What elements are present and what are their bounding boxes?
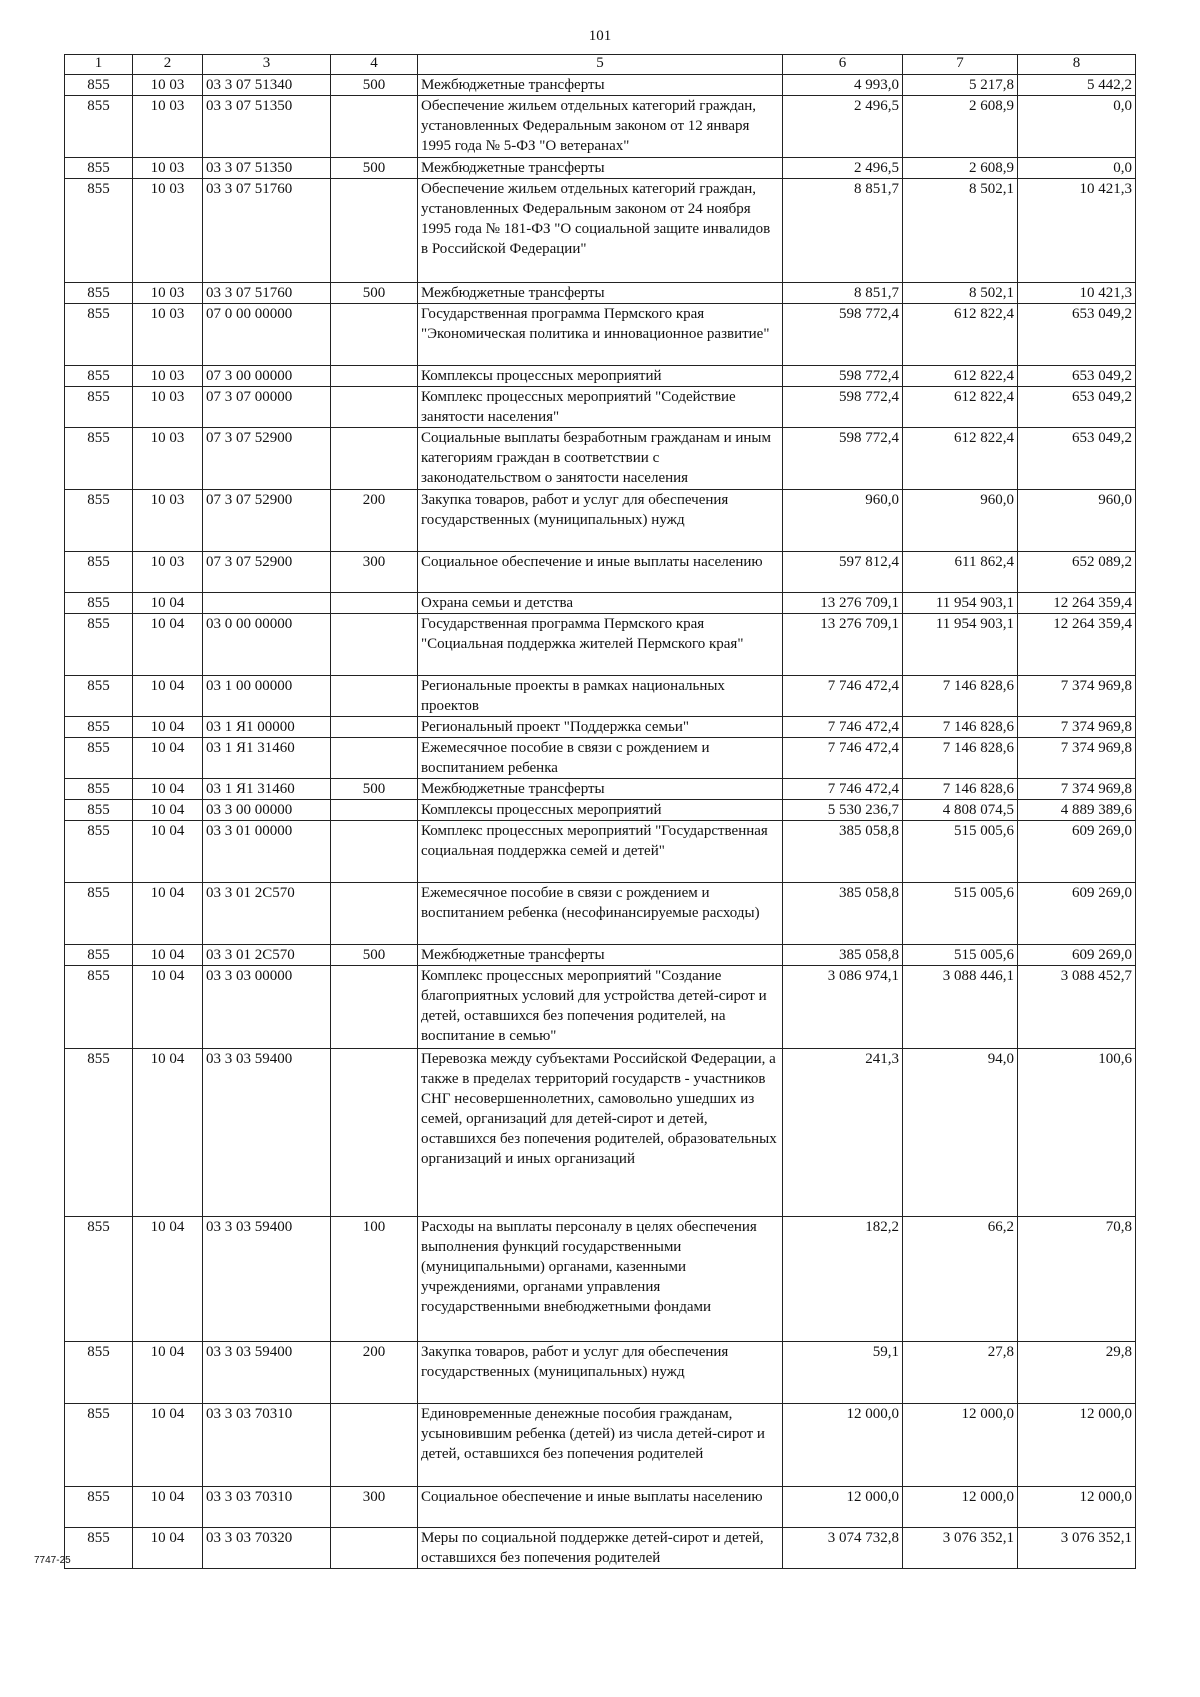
table-cell-c6: 385 058,8 xyxy=(783,821,903,883)
table-cell-c8: 70,8 xyxy=(1018,1217,1136,1342)
table-cell-c7: 27,8 xyxy=(903,1342,1018,1404)
table-cell-c2: 10 04 xyxy=(133,717,203,738)
column-header: 5 xyxy=(418,55,783,75)
table-row xyxy=(65,593,1136,614)
table-row xyxy=(65,304,1136,366)
table-cell-c6: 7 746 472,4 xyxy=(783,676,903,717)
table-cell-c3: 03 0 00 00000 xyxy=(203,614,331,676)
table-cell-c2: 10 04 xyxy=(133,1528,203,1569)
table-cell-c4: 500 xyxy=(331,283,418,304)
table-cell-c5: Единовременные денежные пособия гражданам, усыновившим ребенка (детей) из числа детей-сирот и детей, оставшихся без попечения родителей xyxy=(418,1404,783,1487)
table-cell-c7: 7 146 828,6 xyxy=(903,676,1018,717)
table-cell-c8: 960,0 xyxy=(1018,490,1136,552)
table-cell-c3: 03 3 01 00000 xyxy=(203,821,331,883)
table-cell-c5: Региональный проект "Поддержка семьи" xyxy=(418,717,783,738)
table-cell-c6: 598 772,4 xyxy=(783,428,903,490)
table-cell-c1: 855 xyxy=(65,966,133,1049)
column-header: 3 xyxy=(203,55,331,75)
table-cell-c1: 855 xyxy=(65,1528,133,1569)
table-cell-c6: 13 276 709,1 xyxy=(783,593,903,614)
table-cell-c3: 07 3 07 52900 xyxy=(203,552,331,593)
table-row xyxy=(65,283,1136,304)
table-cell-c5: Ежемесячное пособие в связи с рождением и воспитанием ребенка (несофинансируемые расходы) xyxy=(418,883,783,945)
table-cell-c7: 612 822,4 xyxy=(903,366,1018,387)
table-cell-c1: 855 xyxy=(65,552,133,593)
table-row xyxy=(65,1528,1136,1569)
table-cell-c1: 855 xyxy=(65,614,133,676)
table-cell-c1: 855 xyxy=(65,800,133,821)
table-cell-c1: 855 xyxy=(65,945,133,966)
table-cell-c7: 515 005,6 xyxy=(903,883,1018,945)
table-cell-c3: 03 1 Я1 00000 xyxy=(203,717,331,738)
table-cell-c6: 8 851,7 xyxy=(783,283,903,304)
table-cell-c6: 7 746 472,4 xyxy=(783,779,903,800)
table-cell-c5: Социальное обеспечение и иные выплаты населению xyxy=(418,552,783,593)
table-cell-c7: 7 146 828,6 xyxy=(903,779,1018,800)
table-cell-c3: 03 3 01 2С570 xyxy=(203,883,331,945)
table-row xyxy=(65,1217,1136,1342)
table-cell-c8: 12 000,0 xyxy=(1018,1487,1136,1528)
table-cell-c4: 500 xyxy=(331,779,418,800)
table-cell-c1: 855 xyxy=(65,387,133,428)
table-cell-c4 xyxy=(331,614,418,676)
table-cell-c3: 07 0 00 00000 xyxy=(203,304,331,366)
table-cell-c2: 10 03 xyxy=(133,283,203,304)
table-cell-c4: 200 xyxy=(331,490,418,552)
table-cell-c2: 10 04 xyxy=(133,614,203,676)
table-cell-c1: 855 xyxy=(65,1217,133,1342)
table-cell-c2: 10 04 xyxy=(133,883,203,945)
table-cell-c7: 2 608,9 xyxy=(903,158,1018,179)
table-row xyxy=(65,676,1136,717)
table-row xyxy=(65,1487,1136,1528)
table-cell-c1: 855 xyxy=(65,821,133,883)
table-body xyxy=(65,75,1136,1569)
table-cell-c1: 855 xyxy=(65,1049,133,1217)
table-cell-c3: 03 1 Я1 31460 xyxy=(203,779,331,800)
table-cell-c6: 385 058,8 xyxy=(783,945,903,966)
table-cell-c8: 653 049,2 xyxy=(1018,387,1136,428)
table-cell-c8: 653 049,2 xyxy=(1018,366,1136,387)
table-cell-c8: 10 421,3 xyxy=(1018,179,1136,283)
table-row xyxy=(65,75,1136,96)
table-cell-c1: 855 xyxy=(65,738,133,779)
table-cell-c2: 10 04 xyxy=(133,945,203,966)
table-cell-c3: 03 1 00 00000 xyxy=(203,676,331,717)
table-cell-c7: 2 608,9 xyxy=(903,96,1018,158)
table-cell-c6: 597 812,4 xyxy=(783,552,903,593)
table-cell-c5: Социальное обеспечение и иные выплаты населению xyxy=(418,1487,783,1528)
table-cell-c4 xyxy=(331,1404,418,1487)
table-cell-c4 xyxy=(331,366,418,387)
table-cell-c3 xyxy=(203,593,331,614)
table-cell-c2: 10 04 xyxy=(133,821,203,883)
table-cell-c5: Охрана семьи и детства xyxy=(418,593,783,614)
table-cell-c7: 12 000,0 xyxy=(903,1487,1018,1528)
table-cell-c7: 3 076 352,1 xyxy=(903,1528,1018,1569)
table-cell-c1: 855 xyxy=(65,96,133,158)
table-cell-c6: 182,2 xyxy=(783,1217,903,1342)
table-cell-c2: 10 04 xyxy=(133,779,203,800)
table-cell-c6: 3 086 974,1 xyxy=(783,966,903,1049)
table-cell-c2: 10 03 xyxy=(133,387,203,428)
table-cell-c2: 10 03 xyxy=(133,366,203,387)
table-cell-c6: 5 530 236,7 xyxy=(783,800,903,821)
table-cell-c4 xyxy=(331,738,418,779)
table-cell-c8: 609 269,0 xyxy=(1018,883,1136,945)
table-cell-c6: 12 000,0 xyxy=(783,1404,903,1487)
table-cell-c7: 612 822,4 xyxy=(903,304,1018,366)
table-row xyxy=(65,614,1136,676)
table-cell-c7: 11 954 903,1 xyxy=(903,593,1018,614)
table-cell-c7: 3 088 446,1 xyxy=(903,966,1018,1049)
table-cell-c5: Перевозка между субъектами Российской Федерации, а также в пределах территорий государств - участников СНГ несовершеннолетних, самовольно ушедших из семей, организаций для детей-сирот и детей, оставшихся без попечения родителей, образовательных организаций и иных организаций xyxy=(418,1049,783,1217)
table-row xyxy=(65,821,1136,883)
table-cell-c5: Обеспечение жильем отдельных категорий граждан, установленных Федеральным законом от 12 января 1995 года № 5-ФЗ "О ветеранах" xyxy=(418,96,783,158)
table-cell-c6: 3 074 732,8 xyxy=(783,1528,903,1569)
table-row xyxy=(65,800,1136,821)
table-cell-c1: 855 xyxy=(65,593,133,614)
table-cell-c4 xyxy=(331,179,418,283)
table-cell-c3: 03 3 07 51350 xyxy=(203,158,331,179)
table-cell-c7: 612 822,4 xyxy=(903,387,1018,428)
table-row xyxy=(65,717,1136,738)
table-cell-c4: 200 xyxy=(331,1342,418,1404)
table-cell-c4: 500 xyxy=(331,158,418,179)
table-cell-c1: 855 xyxy=(65,1487,133,1528)
table-cell-c4 xyxy=(331,387,418,428)
table-cell-c2: 10 04 xyxy=(133,1217,203,1342)
table-cell-c6: 13 276 709,1 xyxy=(783,614,903,676)
table-cell-c3: 03 3 00 00000 xyxy=(203,800,331,821)
table-cell-c8: 12 000,0 xyxy=(1018,1404,1136,1487)
table-cell-c1: 855 xyxy=(65,1342,133,1404)
table-cell-c5: Межбюджетные трансферты xyxy=(418,779,783,800)
table-cell-c3: 03 3 07 51760 xyxy=(203,179,331,283)
table-cell-c6: 960,0 xyxy=(783,490,903,552)
table-row xyxy=(65,490,1136,552)
table-cell-c8: 7 374 969,8 xyxy=(1018,779,1136,800)
table-cell-c4: 300 xyxy=(331,1487,418,1528)
table-cell-c1: 855 xyxy=(65,283,133,304)
table-cell-c4 xyxy=(331,304,418,366)
column-header: 1 xyxy=(65,55,133,75)
table-cell-c4 xyxy=(331,428,418,490)
table-row xyxy=(65,1049,1136,1217)
table-row xyxy=(65,779,1136,800)
table-cell-c5: Комплексы процессных мероприятий xyxy=(418,366,783,387)
table-cell-c7: 611 862,4 xyxy=(903,552,1018,593)
table-cell-c7: 4 808 074,5 xyxy=(903,800,1018,821)
table-cell-c2: 10 04 xyxy=(133,1487,203,1528)
table-cell-c6: 7 746 472,4 xyxy=(783,738,903,779)
table-cell-c8: 3 076 352,1 xyxy=(1018,1528,1136,1569)
table-cell-c7: 8 502,1 xyxy=(903,179,1018,283)
table-cell-c8: 653 049,2 xyxy=(1018,428,1136,490)
table-row xyxy=(65,387,1136,428)
table-cell-c6: 4 993,0 xyxy=(783,75,903,96)
table-cell-c1: 855 xyxy=(65,490,133,552)
column-header: 2 xyxy=(133,55,203,75)
table-cell-c2: 10 04 xyxy=(133,1404,203,1487)
table-cell-c2: 10 04 xyxy=(133,738,203,779)
table-cell-c8: 4 889 389,6 xyxy=(1018,800,1136,821)
table-cell-c1: 855 xyxy=(65,1404,133,1487)
column-header: 8 xyxy=(1018,55,1136,75)
table-cell-c3: 03 3 03 59400 xyxy=(203,1217,331,1342)
table-row xyxy=(65,179,1136,283)
table-cell-c2: 10 03 xyxy=(133,96,203,158)
table-cell-c7: 66,2 xyxy=(903,1217,1018,1342)
table-cell-c5: Региональные проекты в рамках национальных проектов xyxy=(418,676,783,717)
table-cell-c3: 03 3 03 70310 xyxy=(203,1487,331,1528)
table-cell-c5: Межбюджетные трансферты xyxy=(418,158,783,179)
column-header: 4 xyxy=(331,55,418,75)
table-cell-c3: 07 3 07 52900 xyxy=(203,428,331,490)
table-cell-c5: Комплекс процессных мероприятий "Создание благоприятных условий для устройства детей-сирот и детей, оставшихся без попечения родителей, на воспитание в семью" xyxy=(418,966,783,1049)
footer-code: 7747-25 xyxy=(34,1555,71,1566)
table-cell-c2: 10 03 xyxy=(133,179,203,283)
table-cell-c2: 10 04 xyxy=(133,593,203,614)
table-cell-c7: 94,0 xyxy=(903,1049,1018,1217)
table-cell-c4 xyxy=(331,593,418,614)
table-cell-c1: 855 xyxy=(65,304,133,366)
column-header: 7 xyxy=(903,55,1018,75)
table-cell-c2: 10 04 xyxy=(133,1049,203,1217)
table-row xyxy=(65,158,1136,179)
table-cell-c5: Комплексы процессных мероприятий xyxy=(418,800,783,821)
table-cell-c8: 5 442,2 xyxy=(1018,75,1136,96)
table-cell-c5: Межбюджетные трансферты xyxy=(418,75,783,96)
column-header: 6 xyxy=(783,55,903,75)
budget-table xyxy=(64,54,1136,1569)
table-cell-c5: Ежемесячное пособие в связи с рождением и воспитанием ребенка xyxy=(418,738,783,779)
table-cell-c2: 10 03 xyxy=(133,158,203,179)
table-cell-c3: 03 3 03 59400 xyxy=(203,1342,331,1404)
table-cell-c8: 12 264 359,4 xyxy=(1018,614,1136,676)
table-cell-c2: 10 03 xyxy=(133,304,203,366)
table-cell-c1: 855 xyxy=(65,158,133,179)
table-cell-c5: Меры по социальной поддержке детей-сирот и детей, оставшихся без попечения родителей xyxy=(418,1528,783,1569)
table-cell-c5: Межбюджетные трансферты xyxy=(418,945,783,966)
table-cell-c8: 7 374 969,8 xyxy=(1018,738,1136,779)
header-row xyxy=(65,55,1136,75)
table-cell-c8: 7 374 969,8 xyxy=(1018,717,1136,738)
table-cell-c7: 5 217,8 xyxy=(903,75,1018,96)
table-cell-c5: Комплекс процессных мероприятий "Содействие занятости населения" xyxy=(418,387,783,428)
table-row xyxy=(65,366,1136,387)
table-cell-c5: Обеспечение жильем отдельных категорий граждан, установленных Федеральным законом от 24 ноября 1995 года № 181-ФЗ "О социальной защите инвалидов в Российской Федерации" xyxy=(418,179,783,283)
table-cell-c8: 10 421,3 xyxy=(1018,283,1136,304)
table-cell-c8: 609 269,0 xyxy=(1018,945,1136,966)
table-cell-c3: 03 3 01 2С570 xyxy=(203,945,331,966)
table-cell-c1: 855 xyxy=(65,676,133,717)
table-cell-c7: 7 146 828,6 xyxy=(903,738,1018,779)
table-cell-c6: 2 496,5 xyxy=(783,96,903,158)
table-cell-c5: Комплекс процессных мероприятий "Государственная социальная поддержка семей и детей" xyxy=(418,821,783,883)
table-cell-c2: 10 03 xyxy=(133,75,203,96)
table-cell-c6: 59,1 xyxy=(783,1342,903,1404)
table-cell-c4 xyxy=(331,966,418,1049)
table-cell-c2: 10 04 xyxy=(133,800,203,821)
table-cell-c8: 609 269,0 xyxy=(1018,821,1136,883)
table-cell-c6: 2 496,5 xyxy=(783,158,903,179)
table-cell-c7: 515 005,6 xyxy=(903,821,1018,883)
table-row xyxy=(65,966,1136,1049)
table-row xyxy=(65,945,1136,966)
table-cell-c5: Закупка товаров, работ и услуг для обеспечения государственных (муниципальных) нужд xyxy=(418,490,783,552)
table-cell-c3: 03 3 03 70310 xyxy=(203,1404,331,1487)
table-cell-c8: 652 089,2 xyxy=(1018,552,1136,593)
table-cell-c7: 7 146 828,6 xyxy=(903,717,1018,738)
table-cell-c4: 300 xyxy=(331,552,418,593)
table-cell-c5: Государственная программа Пермского края "Социальная поддержка жителей Пермского края" xyxy=(418,614,783,676)
table-cell-c5: Расходы на выплаты персоналу в целях обеспечения выполнения функций государственными (муниципальными) органами, казенными учреждениями, органами управления государственными внебюджетными фондами xyxy=(418,1217,783,1342)
table-cell-c8: 0,0 xyxy=(1018,96,1136,158)
table-cell-c1: 855 xyxy=(65,366,133,387)
table-cell-c3: 03 3 07 51340 xyxy=(203,75,331,96)
page-number: 101 xyxy=(588,28,612,44)
table-cell-c6: 598 772,4 xyxy=(783,366,903,387)
table-cell-c2: 10 04 xyxy=(133,1342,203,1404)
table-cell-c8: 100,6 xyxy=(1018,1049,1136,1217)
table-row xyxy=(65,738,1136,779)
table-cell-c2: 10 03 xyxy=(133,552,203,593)
table-cell-c6: 7 746 472,4 xyxy=(783,717,903,738)
table-cell-c4 xyxy=(331,800,418,821)
table-cell-c8: 653 049,2 xyxy=(1018,304,1136,366)
table-cell-c4: 500 xyxy=(331,75,418,96)
table-cell-c2: 10 04 xyxy=(133,676,203,717)
table-cell-c4 xyxy=(331,676,418,717)
table-row xyxy=(65,428,1136,490)
table-cell-c4: 100 xyxy=(331,1217,418,1342)
table-cell-c5: Социальные выплаты безработным гражданам и иным категориям граждан в соответствии с законодательством о занятости населения xyxy=(418,428,783,490)
table-cell-c4: 500 xyxy=(331,945,418,966)
table-cell-c7: 12 000,0 xyxy=(903,1404,1018,1487)
table-cell-c4 xyxy=(331,1528,418,1569)
table-cell-c3: 03 3 07 51350 xyxy=(203,96,331,158)
table-cell-c4 xyxy=(331,821,418,883)
table-cell-c3: 03 3 03 00000 xyxy=(203,966,331,1049)
table-cell-c1: 855 xyxy=(65,75,133,96)
table-cell-c8: 12 264 359,4 xyxy=(1018,593,1136,614)
table-cell-c6: 385 058,8 xyxy=(783,883,903,945)
table-cell-c1: 855 xyxy=(65,883,133,945)
table-cell-c7: 515 005,6 xyxy=(903,945,1018,966)
table-cell-c6: 598 772,4 xyxy=(783,304,903,366)
table-cell-c6: 8 851,7 xyxy=(783,179,903,283)
table-cell-c6: 598 772,4 xyxy=(783,387,903,428)
table-cell-c5: Закупка товаров, работ и услуг для обеспечения государственных (муниципальных) нужд xyxy=(418,1342,783,1404)
table-row xyxy=(65,883,1136,945)
table-cell-c3: 07 3 07 52900 xyxy=(203,490,331,552)
table-cell-c5: Государственная программа Пермского края "Экономическая политика и инновационное развитие" xyxy=(418,304,783,366)
table-row xyxy=(65,96,1136,158)
table-cell-c2: 10 03 xyxy=(133,428,203,490)
table-cell-c7: 11 954 903,1 xyxy=(903,614,1018,676)
table-cell-c8: 29,8 xyxy=(1018,1342,1136,1404)
table-row xyxy=(65,552,1136,593)
table-cell-c3: 03 3 03 70320 xyxy=(203,1528,331,1569)
table-cell-c3: 07 3 07 00000 xyxy=(203,387,331,428)
table-cell-c1: 855 xyxy=(65,779,133,800)
table-cell-c7: 960,0 xyxy=(903,490,1018,552)
table-cell-c4 xyxy=(331,883,418,945)
table-cell-c1: 855 xyxy=(65,179,133,283)
table-cell-c4 xyxy=(331,96,418,158)
table-cell-c3: 03 3 07 51760 xyxy=(203,283,331,304)
table-cell-c4 xyxy=(331,717,418,738)
table-cell-c1: 855 xyxy=(65,428,133,490)
table-cell-c3: 03 3 03 59400 xyxy=(203,1049,331,1217)
table-cell-c5: Межбюджетные трансферты xyxy=(418,283,783,304)
table-cell-c7: 8 502,1 xyxy=(903,283,1018,304)
table-cell-c4 xyxy=(331,1049,418,1217)
table-cell-c2: 10 03 xyxy=(133,490,203,552)
table-cell-c2: 10 04 xyxy=(133,966,203,1049)
table-cell-c6: 12 000,0 xyxy=(783,1487,903,1528)
table-cell-c7: 612 822,4 xyxy=(903,428,1018,490)
table-cell-c8: 7 374 969,8 xyxy=(1018,676,1136,717)
table-row xyxy=(65,1404,1136,1487)
table-cell-c8: 0,0 xyxy=(1018,158,1136,179)
table-cell-c1: 855 xyxy=(65,717,133,738)
table-cell-c6: 241,3 xyxy=(783,1049,903,1217)
table-cell-c3: 07 3 00 00000 xyxy=(203,366,331,387)
table-row xyxy=(65,1342,1136,1404)
table-cell-c8: 3 088 452,7 xyxy=(1018,966,1136,1049)
table-cell-c3: 03 1 Я1 31460 xyxy=(203,738,331,779)
